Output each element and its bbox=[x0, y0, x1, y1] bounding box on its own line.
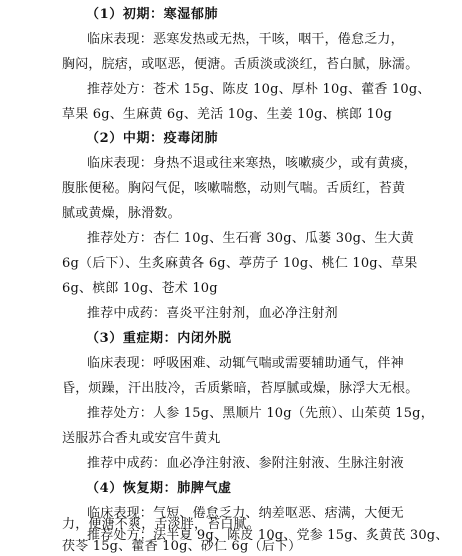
paragraph-line: 临床表现：恶寒发热或无热，干咳，咽干，倦怠乏力， bbox=[87, 32, 404, 47]
paragraph-line: 临床表现：呼吸困难、动辄气喘或需要辅助通气，伴神 bbox=[87, 356, 404, 371]
paragraph-line: 昏，烦躁，汗出肢冷，舌质紫暗，苔厚腻或燥，脉浮大无根。 bbox=[62, 381, 419, 396]
section-heading: （3）重症期：内闭外脱 bbox=[86, 331, 232, 346]
paragraph-line: 推荐处方：人参 15g、黑顺片 10g（先煎）、山茱萸 15g， bbox=[87, 406, 434, 421]
paragraph-line: 推荐中成药：喜炎平注射剂，血必净注射剂 bbox=[87, 306, 338, 321]
paragraph-line: 茯苓 15g、藿香 10g、砂仁 6g（后下） bbox=[62, 539, 302, 554]
paragraph-line: 6g、槟郎 10g、苍术 10g bbox=[62, 281, 218, 296]
paragraph-line: 6g（后下）、生炙麻黄各 6g、葶苈子 10g、桃仁 10g、草果 bbox=[62, 256, 418, 271]
paragraph-line: 临床表现：气短、倦怠乏力、纳差呕恶、痞满，大便无 bbox=[87, 506, 404, 521]
paragraph-line: 腹胀便秘。胸闷气促，咳嗽喘憋，动则气喘。舌质红，苔黄 bbox=[62, 181, 406, 196]
section-heading: （4）恢复期：肺脾气虚 bbox=[86, 481, 232, 496]
paragraph-line: 腻或黄燥，脉滑数。 bbox=[62, 206, 181, 221]
paragraph-line: 推荐处方：苍术 15g、陈皮 10g、厚朴 10g、藿香 10g、 bbox=[87, 82, 431, 97]
paragraph-line: 胸闷，脘痞，或呕恶，便溏。舌质淡或淡红，苔白腻，脉濡。 bbox=[62, 57, 419, 72]
section-heading: （2）中期：疫毒闭肺 bbox=[86, 131, 219, 146]
section-heading: （1）初期：寒湿郁肺 bbox=[86, 7, 219, 22]
paragraph-line: 草果 6g、生麻黄 6g、羌活 10g、生姜 10g、槟郎 10g bbox=[62, 107, 393, 122]
paragraph-line: 力，便溏不爽，舌淡胖，苔白腻。 bbox=[62, 517, 261, 532]
paragraph-line: 推荐处方：法半夏 9g、陈皮 10g、党参 15g、炙黄芪 30g、 bbox=[87, 528, 449, 543]
paragraph-line: 推荐处方：杏仁 10g、生石膏 30g、瓜蒌 30g、生大黄 bbox=[87, 231, 414, 246]
paragraph-line: 送服苏合香丸或安宫牛黄丸 bbox=[62, 431, 221, 446]
paragraph-line: 推荐中成药：血必净注射液、参附注射液、生脉注射液 bbox=[87, 456, 404, 471]
paragraph-line: 临床表现：身热不退或往来寒热，咳嗽痰少，或有黄痰， bbox=[87, 156, 418, 171]
